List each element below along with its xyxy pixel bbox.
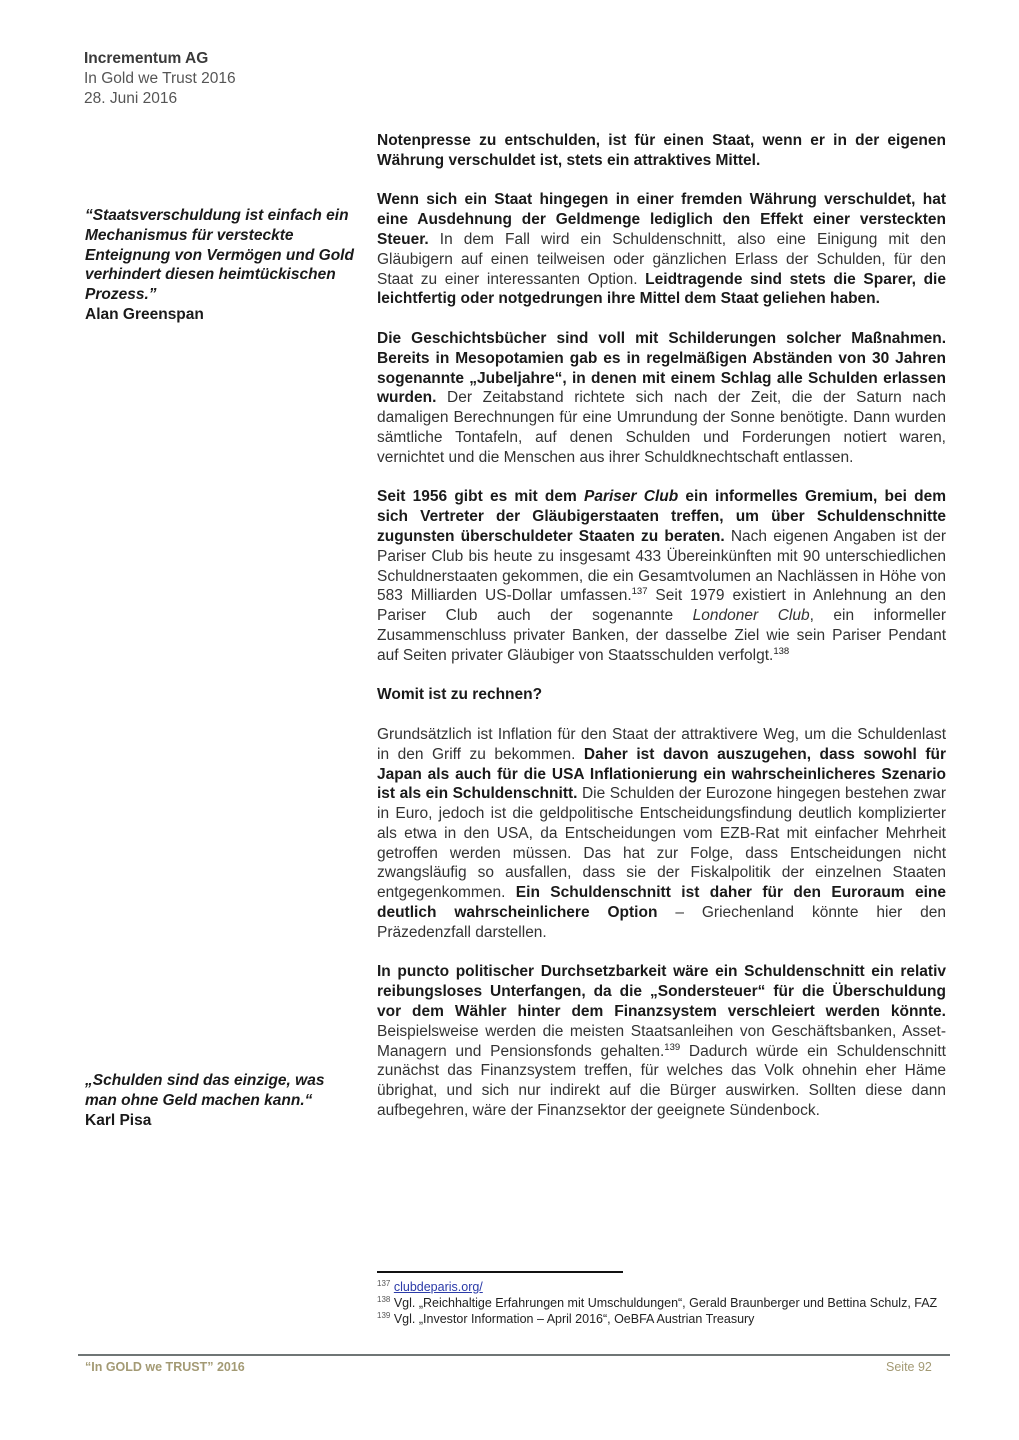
report-title: In Gold we Trust 2016 — [84, 70, 236, 87]
body-text: Nach eigenen Angaben ist der Pariser Club bis heute zu insgesamt 433 Übereinkünften mit 90 unterschiedlichen Schuldnerstaaten gekommen, die ein Gesamtvolumen an Nachlässen in Höhe von 583 Milliarden US-Dollar umfassen. — [377, 527, 946, 605]
paragraph-5 — [377, 725, 946, 943]
footnote-text: Vgl. „Investor Information – April 2016“, OeBFA Austrian Treasury — [393, 1312, 755, 1326]
body-text: In dem Fall wird ein Schuldenschnitt, also eine Einigung mit den Gläubigern auf einen teilweisen oder gänzlichen Erlass der Schulden, für den Staat zu einer interessanten Option. — [377, 230, 946, 288]
footnotes — [377, 1279, 946, 1327]
footnote-ref[interactable]: 139 — [664, 1041, 681, 1053]
footnote-number: 137 — [377, 1279, 391, 1288]
page-number: Seite 92 — [886, 1360, 932, 1374]
bold-text: Seit 1956 gibt es mit dem — [377, 488, 584, 506]
body-text: , ein informeller Zusammenschluss privater Banken, der dasselbe Ziel wie sein Pariser Pendant auf Seiten privater Gläubiger von Staatsschulden verfolgt. — [377, 607, 946, 664]
footer-rule — [78, 1354, 950, 1356]
quote-author: Karl Pisa — [85, 1111, 152, 1129]
footer-title: “In GOLD we TRUST” 2016 — [85, 1360, 245, 1374]
paragraph-3 — [377, 329, 946, 468]
footnote-ref[interactable]: 137 — [631, 586, 648, 598]
footnote-text: Vgl. „Reichhaltige Erfahrungen mit Umschuldungen“, Gerald Braunberger und Bettina Schulz, FAZ — [393, 1296, 938, 1310]
body-text: – Griechenland könnte hier den Präzedenzfall darstellen. — [377, 904, 946, 941]
bold-text: Ein Schuldenschnitt ist daher für den Euroraum eine deutlich wahrscheinlichere Option — [377, 884, 946, 922]
footnote-138 — [377, 1295, 946, 1311]
bold-text: Die Geschichtsbücher sind voll mit Schilderungen solcher Maßnahmen. Bereits in Mesopotamien gab es in regelmäßigen Abständen von 30 Jahren sogenannte „Jubeljahre“, in denen mit einem Schlag alle Schulden erlassen wurden. — [377, 329, 946, 407]
body-text: Dadurch würde ein Schuldenschnitt zunächst das Finanzsystem treffen, für welches das Volk ohnehin eher Häme übrighat, und sich nur indirekt auf die Bürger auswirken. Sollten diese dann aufbegehren, wäre der Finanzsektor der geeignete Sündenbock. — [377, 1042, 946, 1120]
quote-author: Alan Greenspan — [85, 305, 204, 323]
bold-italic-text: Pariser Club — [583, 488, 679, 506]
body-text: Der Zeitabstand richtete sich nach der Zeit, die der Saturn nach damaligen Berechnungen für eine Umrundung der Sonne benötigte. Dann wurden sämtliche Tontafeln, auf denen Schulden und Forderungen notiert waren, vernichtet und die Menschen aus ihrer Schuldknechtschaft entlassen. — [377, 389, 946, 466]
body-text: Die Schulden der Eurozone hingegen bestehen zwar in Euro, jedoch ist die geldpolitische Entscheidungsfindung deutlich komplizierter als etwa in den USA, da Entscheidungen vom EZB-Rat mit einfacher Mehrheit getroffen werden müssen. Das hat zur Folge, dass Entscheidungen nicht zwangsläufig so ausfallen, dass sie der Fiskalpolitik der einzelnen Staaten entgegenkommen. — [377, 785, 946, 902]
paragraph-1 — [377, 131, 946, 171]
paragraph-2 — [377, 190, 946, 309]
bold-text: Wenn sich ein Staat hingegen in einer fremden Währung verschuldet, hat eine Ausdehnung der Geldmenge lediglich den Effekt einer versteckten Steuer. — [377, 191, 946, 248]
sidebar-quote-pisa — [85, 1071, 355, 1130]
main-body — [377, 131, 946, 1141]
quote-text: „Schulden sind das einzige, was man ohne Geld machen kann.“ — [85, 1072, 325, 1109]
bold-text: Notenpresse zu entschulden, ist für einen Staat, wenn er in der eigenen Währung verschuldet ist, stets ein attraktives Mittel. — [377, 132, 946, 169]
page-header — [84, 49, 236, 109]
bold-text: Daher ist davon auszugehen, dass sowohl für Japan als auch für die USA Inflationierung ein wahrscheinlicheres Szenario ist als ein Schuldenschnitt. — [377, 745, 946, 803]
footnote-139 — [377, 1311, 946, 1327]
quote-text: “Staatsverschuldung ist einfach ein Mechanismus für versteckte Enteignung von Vermögen und Gold verhindert diesen heimtückischen Prozess.” — [85, 207, 354, 304]
footnote-number: 138 — [377, 1295, 391, 1304]
bold-text: ein informelles Gremium, bei dem sich Vertreter der Gläubigerstaaten treffen, um über Schuldenschnitte zugunsten überschuldeter Staaten zu beraten. — [377, 488, 947, 545]
bold-text: In puncto politischer Durchsetzbarkeit wäre ein Schuldenschnitt ein relativ reibungsloses Unterfangen, da die „Sondersteuer“ für die Überschuldung vor dem Wähler hinter dem Finanzsystem verschleiert werden könnte. — [377, 963, 946, 1021]
section-heading: Womit ist zu rechnen? — [377, 686, 543, 704]
footnote-link[interactable]: clubdeparis.org/ — [393, 1280, 483, 1294]
footnote-ref[interactable]: 138 — [773, 645, 790, 657]
footnote-number: 139 — [377, 1311, 391, 1320]
report-date: 28. Juni 2016 — [84, 90, 178, 107]
sidebar-quote-greenspan — [85, 206, 355, 325]
paragraph-6 — [377, 962, 946, 1120]
body-text: Seit 1979 existiert in Anlehnung an den Pariser Club auch der sogenannte — [377, 587, 946, 625]
body-text: Beispielsweise werden die meisten Staatsanleihen von Geschäftsbanken, Asset-Managern und Pensionsfonds gehalten. — [377, 1022, 946, 1060]
company-name: Incrementum AG — [84, 50, 209, 67]
footnote-separator — [377, 1271, 623, 1273]
footnote-137 — [377, 1279, 946, 1295]
body-text: Grundsätzlich ist Inflation für den Staat der attraktivere Weg, um die Schuldenlast in den Griff zu bekommen. — [377, 725, 946, 763]
italic-text: Londoner Club — [692, 607, 810, 625]
paragraph-4 — [377, 487, 946, 665]
bold-text: Leidtragende sind stets die Sparer, die leichtfertig oder notgedrungen ihre Mittel dem Staat geliehen haben. — [377, 270, 946, 308]
